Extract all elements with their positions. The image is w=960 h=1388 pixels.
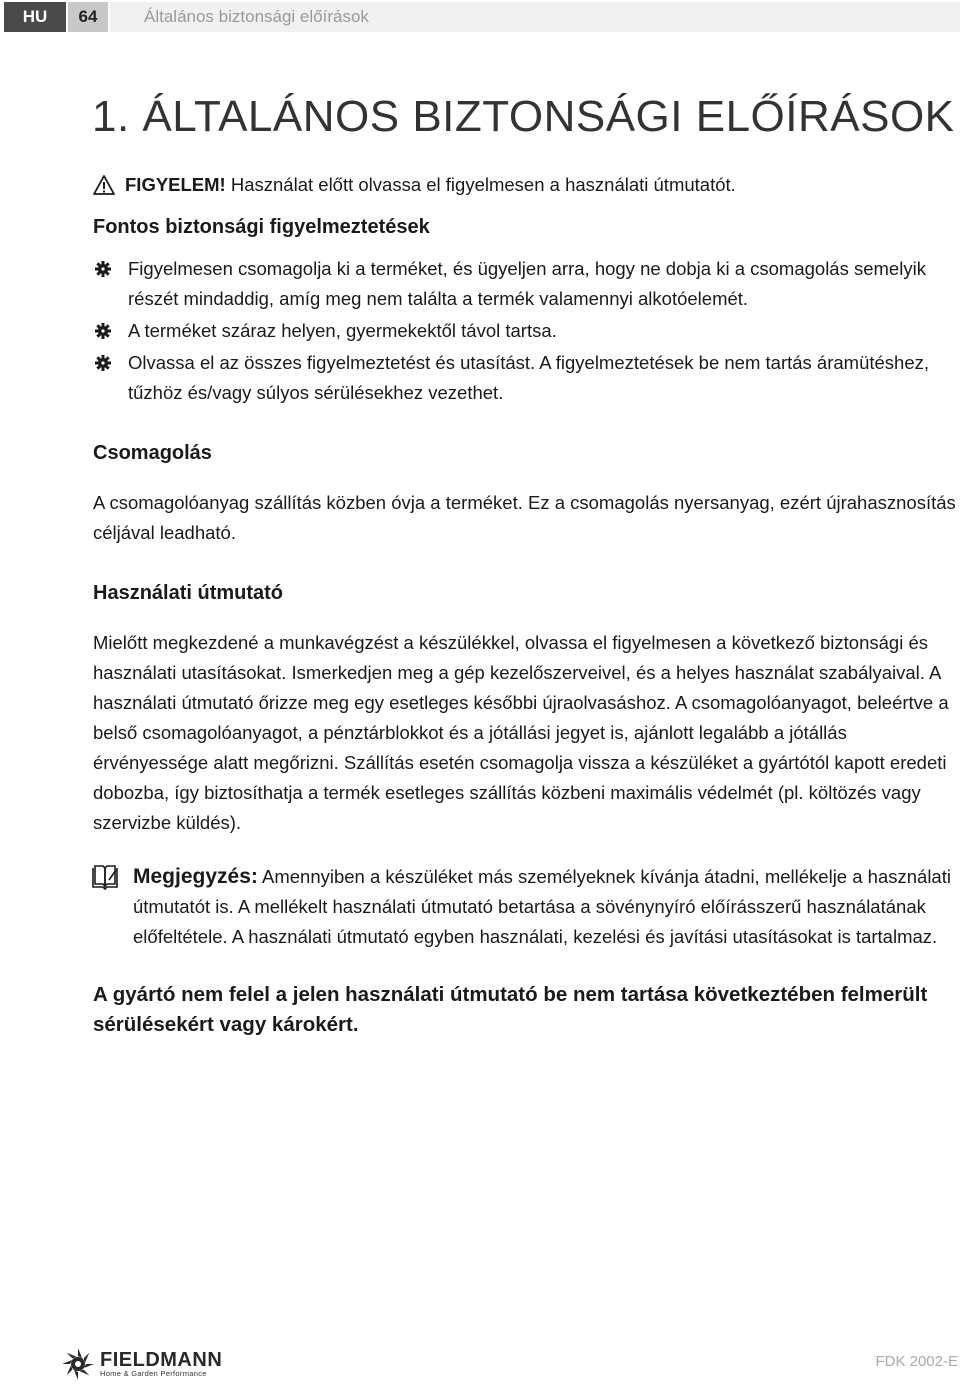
manual-text: Mielőtt megkezdené a munkavégzést a készülékkel, olvassa el figyelmesen a következő biztonsági és használati utasításokat. Ismerkedjen meg a gép kezelőszerveivel, és a helyes használat szabályaival. A használati útmutató őrizze meg egy esetleges későbbi újraolvasáshoz. A csomagolóanyagot, beleértve a belső csomagolóanyagot, a pénztárblokkot és a jótállási jegyet is, ajánlott legalább a jótállás érvényessége alatt megőrizni. Szállítás esetén csomagolja vissza a készüléket a gyártótól kapott eredeti dobozba, így biztosíthatja a termék esetleges szállítás közbeni maximális védelmét (pl. költözés vagy szervizbe küldés). <box>93 632 949 833</box>
page-number: 64 <box>68 2 108 32</box>
list-item-text: Olvassa el az összes figyelmeztetést és utasítást. A figyelmeztetések be nem tartás áramütéshez, tűzhöz és/vagy súlyos sérülésekhez vezethet. <box>128 352 930 403</box>
warning-triangle-icon <box>93 175 115 195</box>
list-item-text: A terméket száraz helyen, gyermekektől távol tartsa. <box>128 320 557 341</box>
note-text: Amennyiben a készüléket más személyeknek kívánja átadni, mellékelje a használati útmutatót is. A mellékelt használati útmutató betartása a sövénynyíró előírásszerű használatának előfeltétele. A használati útmutató egyben használati, kezelési és javítási utasításokat is tartalmaz. <box>133 866 951 947</box>
list-item <box>93 316 958 346</box>
brand-tagline: Home & Garden Performance <box>100 1368 207 1378</box>
warning-label: FIGYELEM! <box>125 174 226 195</box>
list-item-text: Figyelmesen csomagolja ki a terméket, és ügyeljen arra, hogy ne dobja ki a csomagolás semelyik részét mindaddig, amíg meg nem találta a termék valamennyi alkotóelemét. <box>128 258 926 309</box>
header-section-title <box>110 2 960 32</box>
main-content <box>93 170 958 1040</box>
gear-bullet-icon <box>95 355 111 371</box>
note-label: Megjegyzés: <box>133 865 258 888</box>
note-book-icon <box>91 864 119 890</box>
gear-bullet-icon <box>95 261 111 277</box>
manual-heading: Használati útmutató <box>93 582 284 604</box>
brand-name: FIELDMANN <box>100 1348 223 1371</box>
safety-list <box>93 254 958 408</box>
page-header <box>0 0 960 34</box>
gear-bullet-icon <box>95 323 111 339</box>
fieldmann-logo-icon <box>60 1346 96 1382</box>
disclaimer: A gyártó nem felel a jelen használati útmutató be nem tartása következtében felmerült sérülésekért vagy károkért. <box>93 983 928 1036</box>
page-title: 1. ÁLTALÁNOS BIZTONSÁGI ELŐÍRÁSOK <box>92 92 955 141</box>
note-paragraph <box>133 862 958 952</box>
warning-text: Használat előtt olvassa el figyelmesen a használati útmutatót. <box>225 174 736 195</box>
footer-logo <box>60 1346 222 1382</box>
logo-wordmark <box>100 1348 223 1378</box>
model-number: FDK 2002-E <box>875 1353 958 1370</box>
packaging-heading: Csomagolás <box>93 442 212 464</box>
warning-line <box>93 170 958 200</box>
section-label: Általános biztonsági előírások <box>144 7 369 26</box>
safety-heading: Fontos biztonsági figyelmeztetések <box>93 216 430 238</box>
language-tab: HU <box>4 2 66 32</box>
packaging-text: A csomagolóanyag szállítás közben óvja a terméket. Ez a csomagolás nyersanyag, ezért újrahasznosítás céljával leadható. <box>93 492 956 543</box>
list-item <box>93 254 958 314</box>
note-block <box>91 862 958 952</box>
list-item <box>93 348 958 408</box>
